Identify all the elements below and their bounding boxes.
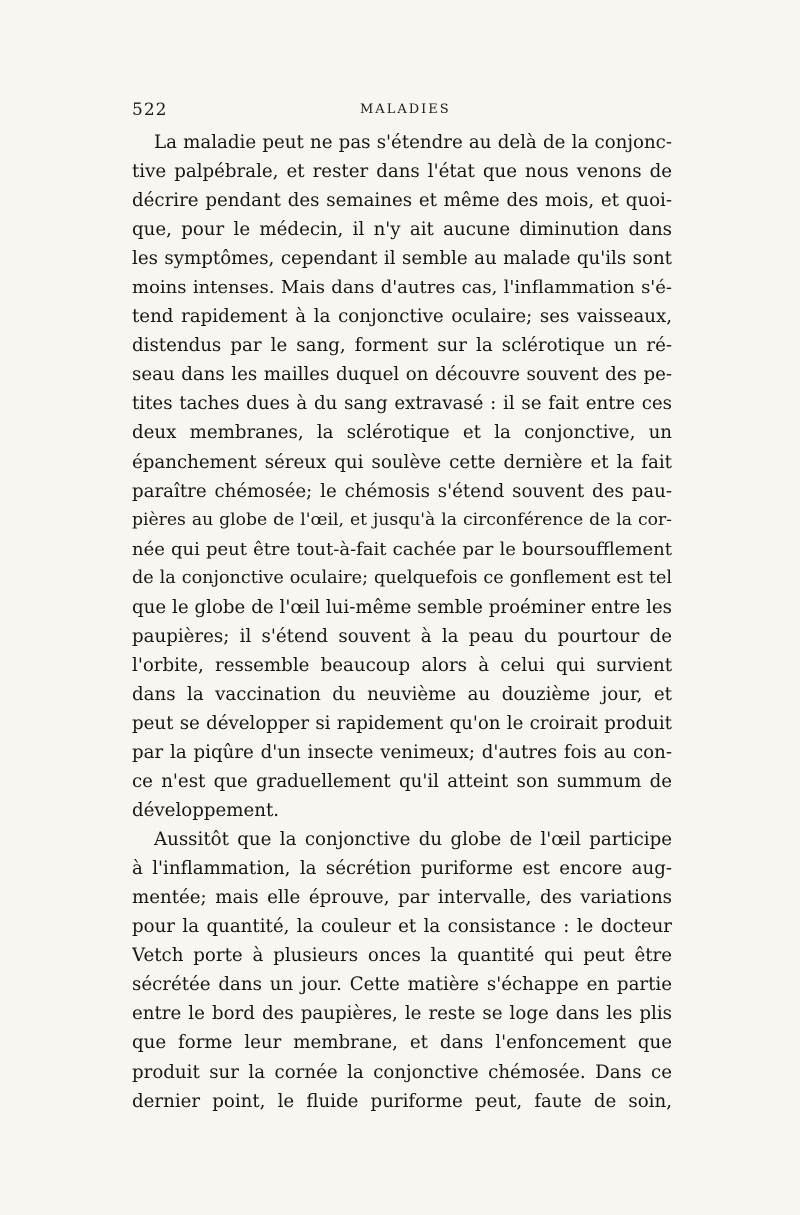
running-head: MALADIES bbox=[360, 102, 451, 117]
paragraph-2 bbox=[132, 825, 672, 1115]
text-line: La maladie peut ne pas s'étendre au delà de la conjonc- bbox=[154, 132, 672, 153]
text-line: développement. bbox=[132, 800, 280, 822]
text-line: tive palpébrale, et rester dans l'état que nous venons de bbox=[132, 161, 672, 183]
page-header bbox=[132, 100, 672, 124]
text-line: décrire pendant des semaines et même des mois, et quoi- bbox=[132, 190, 672, 212]
text-line: tend rapidement à la conjonctive oculaire; ses vaisseaux, bbox=[132, 306, 672, 328]
text-line: seau dans les mailles duquel on découvre souvent des pe- bbox=[132, 364, 672, 386]
text-line: ce n'est que graduellement qu'il atteint son summum de bbox=[132, 771, 672, 793]
text-line: pières au globe de l'œil, et jusqu'à la circonférence de la cor- bbox=[132, 509, 672, 530]
text-line: l'orbite, ressemble beaucoup alors à celui qui survient bbox=[132, 654, 672, 676]
text-line: tites taches dues à du sang extravasé : il se fait entre ces bbox=[132, 393, 672, 415]
text-line: les symptômes, cependant il semble au malade qu'ils sont bbox=[132, 248, 672, 270]
text-line: Aussitôt que la conjonctive du globe de l'œil participe bbox=[154, 829, 672, 851]
text-line: entre le bord des paupières, le reste se loge dans les plis bbox=[132, 1003, 672, 1025]
text-line: moins intenses. Mais dans d'autres cas, l'inflammation s'é- bbox=[132, 277, 672, 299]
text-line: peut se développer si rapidement qu'on le croirait produit bbox=[132, 712, 672, 734]
text-line: deux membranes, la sclérotique et la conjonctive, un bbox=[132, 422, 672, 444]
text-line: dernier point, le fluide puriforme peut, faute de soin, bbox=[132, 1090, 672, 1112]
text-line: produit sur la cornée la conjonctive chémosée. Dans ce bbox=[132, 1061, 672, 1083]
text-line: que le globe de l'œil lui-même semble proéminer entre les bbox=[132, 596, 672, 618]
text-line: de la conjonctive oculaire; quelquefois ce gonflement est tel bbox=[132, 567, 672, 588]
text-line: paupières; il s'étend souvent à la peau du pourtour de bbox=[132, 625, 672, 647]
text-line: à l'inflammation, la sécrétion puriforme est encore aug- bbox=[132, 858, 672, 880]
text-line: sécrétée dans un jour. Cette matière s'échappe en partie bbox=[132, 974, 672, 996]
text-line: que forme leur membrane, et dans l'enfoncement que bbox=[132, 1032, 672, 1054]
text-line: mentée; mais elle éprouve, par intervalle, des variations bbox=[132, 887, 672, 909]
text-line: Vetch porte à plusieurs onces la quantité qui peut être bbox=[132, 945, 672, 967]
text-line: née qui peut être tout-à-fait cachée par le boursoufflement bbox=[132, 538, 672, 560]
text-line: paraître chémosée; le chémosis s'étend souvent des pau- bbox=[132, 480, 672, 502]
text-line: épanchement séreux qui soulève cette dernière et la fait bbox=[132, 451, 672, 473]
text-line: par la piqûre d'un insecte venimeux; d'autres fois au con- bbox=[132, 741, 672, 763]
paragraph-1 bbox=[132, 128, 672, 825]
text-line: que, pour le médecin, il n'y ait aucune diminution dans bbox=[132, 219, 672, 241]
text-line: pour la quantité, la couleur et la consistance : le docteur bbox=[132, 916, 672, 938]
body-text bbox=[132, 128, 672, 1116]
page-number: 522 bbox=[132, 100, 168, 120]
text-line: distendus par le sang, forment sur la sclérotique un ré- bbox=[132, 335, 672, 357]
text-line: dans la vaccination du neuvième au douzième jour, et bbox=[132, 683, 672, 705]
